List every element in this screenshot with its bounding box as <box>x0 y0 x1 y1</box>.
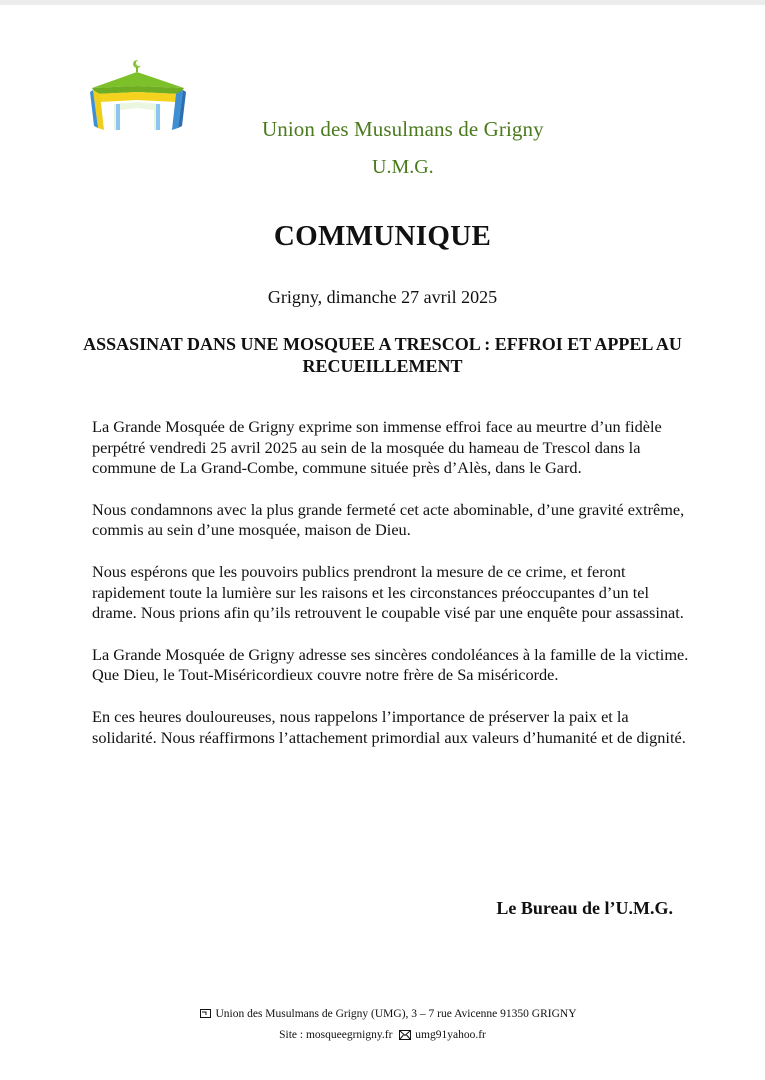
footer <box>0 1004 765 1046</box>
footer-site-label: Site <box>279 1029 300 1041</box>
top-border <box>0 0 765 5</box>
document-title: COMMUNIQUE <box>273 220 492 252</box>
footer-site-separator: : <box>299 1029 306 1041</box>
mosque-dome-logo-icon <box>90 58 186 132</box>
organization-name: Union des Musulmans de Grigny <box>262 117 544 141</box>
document-body <box>92 417 692 769</box>
footer-address: Union des Musulmans de Grigny (UMG), 3 – 7 rue Avicenne 91350 GRIGNY <box>215 1008 577 1020</box>
signature: Le Bureau de l’U.M.G. <box>496 898 673 918</box>
paragraph: La Grande Mosquée de Grigny adresse ses sincères condoléances à la famille de la victime. Que Dieu, le Tout-Miséricordieux couvre notre frère de Sa miséricorde. <box>92 644 689 685</box>
organization-abbreviation: U.M.G. <box>372 156 434 178</box>
paragraph: Nous espérons que les pouvoirs publics prendront la mesure de ce crime, et feront rapidement toute la lumière sur les raisons et les circonstances préoccupantes d’un tel drame. Nous prions afin qu’ils retrouvent le coupable visé par une enquête pour assassinat. <box>92 561 684 623</box>
mailbox-icon <box>200 1008 211 1019</box>
paragraph: En ces heures douloureuses, nous rappelons l’importance de préserver la paix et la solidarité. Nous réaffirmons l’attachement primordial aux valeurs d’humanité et de dignité. <box>92 706 686 747</box>
footer-address-line <box>0 1004 765 1025</box>
paragraph: La Grande Mosquée de Grigny exprime son immense effroi face au meurtre d’un fidèle perpétré vendredi 25 avril 2025 au sein de la mosquée du hameau de Trescol dans la commune de La Grand-Combe, commune située près d’Alès, dans le Gard. <box>92 417 662 478</box>
footer-email-link[interactable]: umg91yahoo.fr <box>415 1029 486 1041</box>
document-date: Grigny, dimanche 27 avril 2025 <box>267 287 498 307</box>
footer-contact-line <box>0 1025 765 1046</box>
paragraph: Nous condamnons avec la plus grande fermeté cet acte abominable, d’une gravité extrême, commis au sein d’une mosquée, maison de Dieu. <box>92 499 685 540</box>
envelope-icon <box>399 1030 411 1040</box>
document-headline: ASSASINAT DANS UNE MOSQUEE A TRESCOL : EFFROI ET APPEL AU RECUEILLEMENT <box>83 334 682 376</box>
footer-site-link[interactable]: mosqueegrnigny.fr <box>305 1029 393 1041</box>
